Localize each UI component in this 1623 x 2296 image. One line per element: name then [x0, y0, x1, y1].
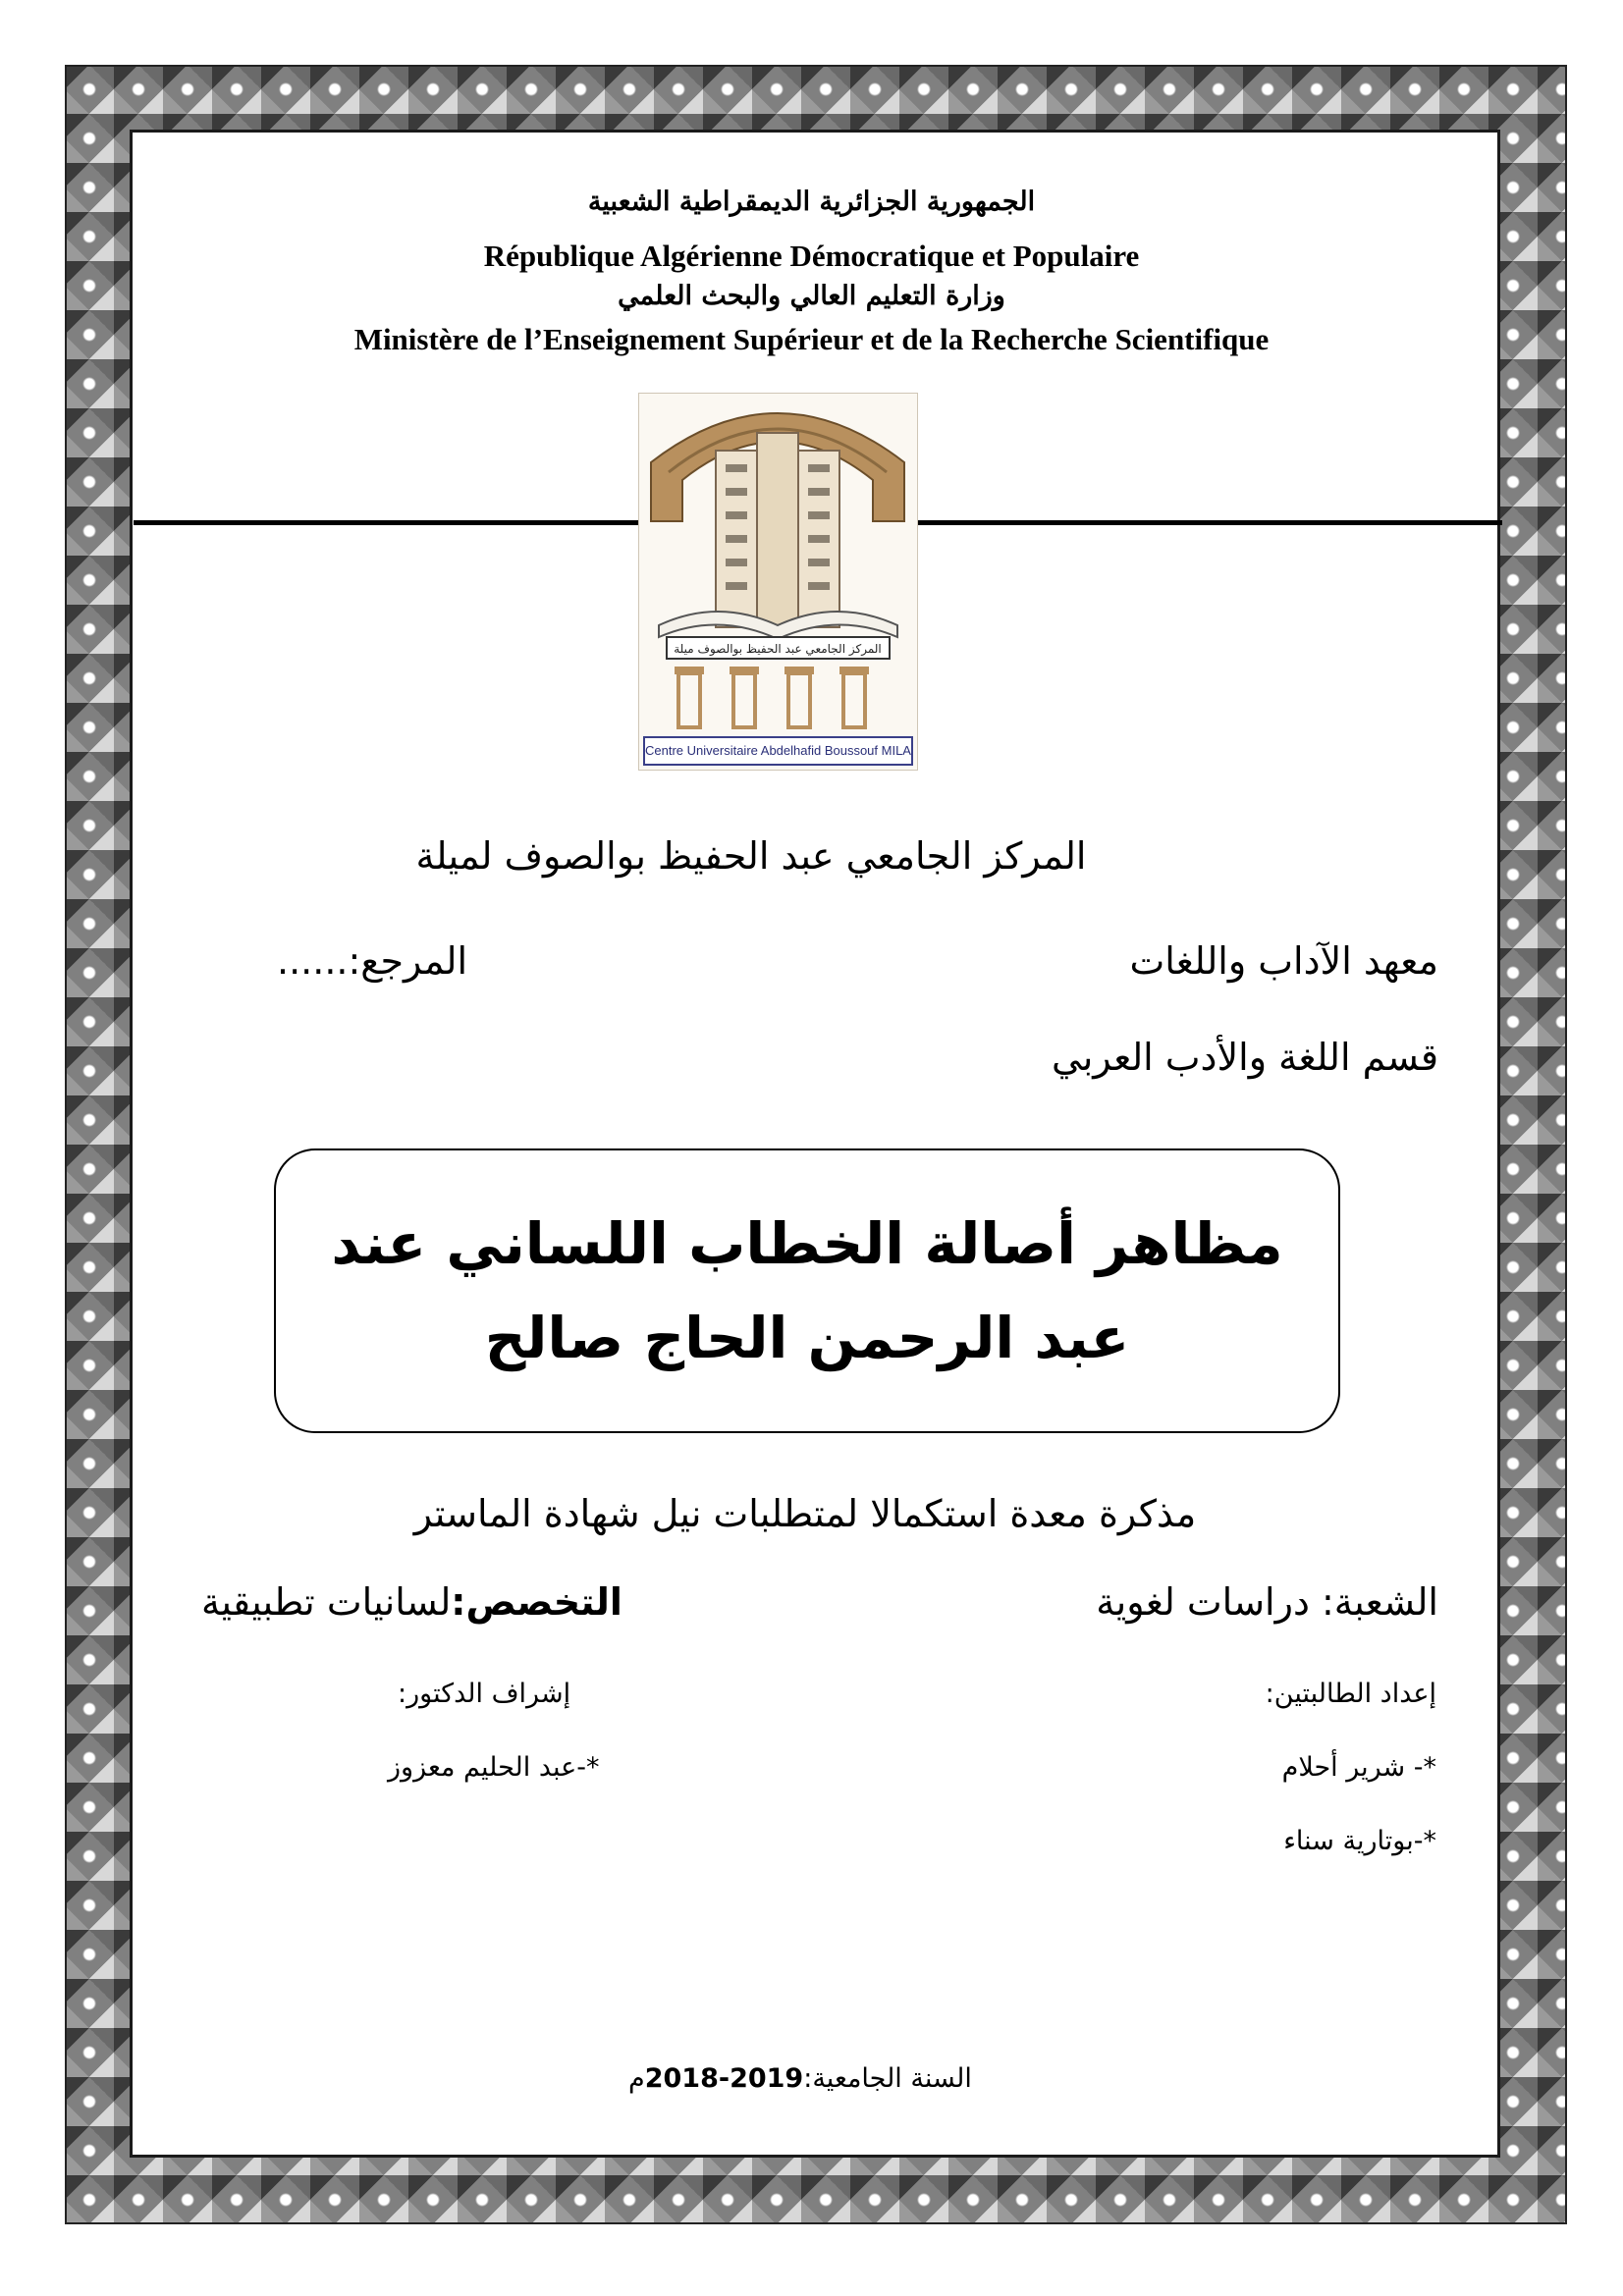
- supervisor-label: إشراف الدكتور:: [398, 1679, 571, 1709]
- logo-building-icon: [639, 394, 917, 732]
- logo-caption: Centre Universitaire Abdelhafid Boussouf MILA: [643, 736, 913, 766]
- academic-year-value: 2018-2019: [644, 2063, 804, 2094]
- thesis-purpose: مذكرة معدة استكمالا لمتطلبات نيل شهادة الماستر: [413, 1492, 1197, 1535]
- branch-label: الشعبة:: [1321, 1580, 1438, 1624]
- academic-year: [628, 2063, 972, 2094]
- republic-french: République Algérienne Démocratique et Populaire: [483, 239, 1140, 273]
- supervisor-name: *-عبد الحليم معزوز: [388, 1752, 600, 1783]
- university-logo: [638, 393, 918, 771]
- specialty-field: [201, 1580, 622, 1624]
- ministry-french: Ministère de l’Enseignement Supérieur et de la Recherche Scientifique: [353, 322, 1270, 356]
- branch-field: [1096, 1580, 1438, 1624]
- logo-banner-text: المركز الجامعي عبد الحفيظ بوالصوف ميلة: [674, 642, 882, 656]
- institute-name: معهد الآداب واللغات: [1129, 939, 1438, 983]
- specialty-label: التخصص:: [451, 1580, 622, 1624]
- ministry-arabic: وزارة التعليم العالي والبحث العلمي: [618, 281, 1005, 311]
- republic-arabic: الجمهورية الجزائرية الديمقراطية الشعبية: [587, 187, 1036, 217]
- decorative-page-border: [65, 65, 1567, 2224]
- reference-field: المرجع:......: [277, 939, 468, 983]
- thesis-title-box: [274, 1148, 1340, 1433]
- thesis-title: مظاهر أصالة الخطاب اللساني عند عبد الرحمن الحاج صالح: [331, 1210, 1283, 1371]
- header-rule-left: [134, 520, 638, 525]
- student-2: *-بوتارية سناء: [1283, 1826, 1436, 1856]
- university-center-name: المركز الجامعي عبد الحفيظ بوالصوف لميلة: [415, 834, 1087, 878]
- academic-year-label: السنة الجامعية:: [803, 2063, 972, 2094]
- header-rule-right: [918, 520, 1502, 525]
- specialty-value: لسانيات تطبيقية: [201, 1580, 452, 1624]
- academic-year-suffix: م: [628, 2063, 645, 2094]
- student-1: *- شرير أحلام: [1281, 1752, 1436, 1783]
- department-name: قسم اللغة والأدب العربي: [1052, 1036, 1438, 1079]
- students-label: إعداد الطالبتين:: [1265, 1679, 1436, 1709]
- branch-value: دراسات لغوية: [1096, 1580, 1310, 1624]
